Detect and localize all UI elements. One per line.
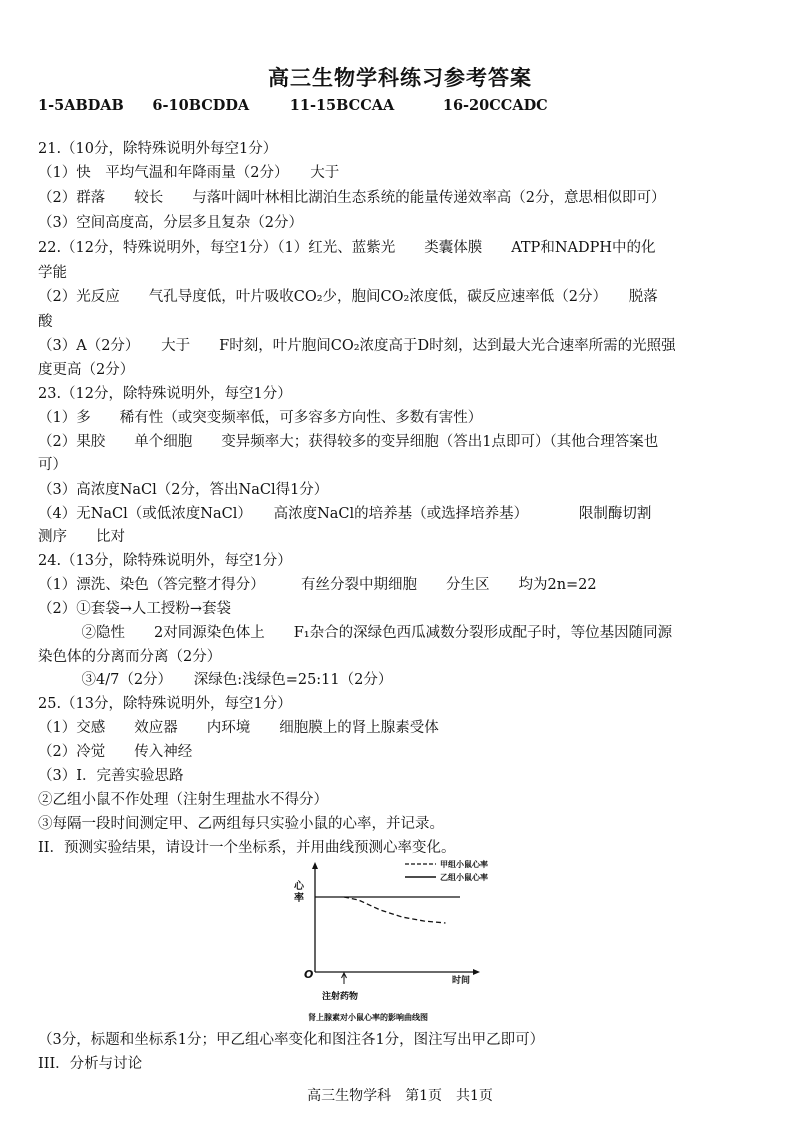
mc-answer-16-20: 16-20CCADC (442, 97, 548, 114)
q24-header: 24.（13分，除特殊说明外，每空1分） (38, 553, 292, 569)
x-axis-label: 时间 (452, 976, 471, 986)
q22-continuation: 学能 (38, 265, 67, 281)
q25-step-2: ②乙组小鼠不作处理（注射生理盐水不得分） (38, 792, 328, 808)
marker-label: 注射药物 (322, 992, 359, 1002)
heart-rate-chart (290, 852, 510, 1027)
q22-header: 22.（12分，特殊说明外，每空1分）（1）红光、蓝紫光 类囊体膜 ATP和NADPH中的化 (38, 240, 656, 256)
q21-header: 21.（10分，除特殊说明外每空1分） (38, 141, 278, 157)
q24-answer-2a: （2）①套袋→人工授粉→套袋 (38, 601, 232, 617)
q24-answer-2b: ②隐性 2对同源染色体上 F₁杂合的深绿色西瓜减数分裂形成配子时，等位基因随同源 (38, 625, 673, 641)
q25-answer-3-ii: II．预测实验结果，请设计一个坐标系，并用曲线预测心率变化。 (38, 840, 456, 856)
legend-label-yi: 乙组小鼠心率 (440, 873, 488, 882)
q25-answer-1: （1）交感 效应器 内环境 细胞膜上的肾上腺素受体 (38, 720, 439, 736)
q23-header: 23.（12分，除特殊说明外，每空1分） (38, 386, 292, 402)
q23-answer-2: （2）果胶 单个细胞 变异频率大；获得较多的变异细胞（答出1点即可）（其他合理答案也 (38, 434, 659, 450)
legend-label-jia: 甲组小鼠心率 (440, 860, 488, 869)
page-title: 高三生物学科练习参考答案 (268, 65, 532, 90)
q24-answer-1: （1）漂洗、染色（答完整才得分） 有丝分裂中期细胞 分生区 均为2n=22 (38, 577, 597, 593)
q22-answer-3: （3）A（2分） 大于 F时刻，叶片胞间CO₂浓度高于D时刻，达到最大光合速率所需的光照强 (38, 338, 676, 354)
origin-label: O (304, 968, 314, 981)
series-jia-line (344, 897, 446, 923)
q25-answer-2: （2）冷觉 传入神经 (38, 744, 193, 760)
chart-scoring-note: （3分，标题和坐标系1分；甲乙组心率变化和图注各1分，图注写出甲乙即可） (38, 1032, 545, 1048)
q24-answer-2c: ③4/7（2分） 深绿色:浅绿色=25:11（2分） (38, 672, 393, 688)
q23-answer-4-cont: 测序 比对 (38, 529, 125, 545)
q25-answer-3-iii: III．分析与讨论 (38, 1056, 143, 1072)
q22-answer-2-cont: 酸 (38, 314, 53, 330)
q22-answer-2: （2）光反应 气孔导度低，叶片吸收CO₂少，胞间CO₂浓度低，碳反应速率低（2分） 脱落 (38, 289, 658, 305)
chart-title: 肾上腺素对小鼠心率的影响曲线图 (308, 1013, 428, 1022)
mc-answer-6-10: 6-10BCDDA (152, 97, 250, 114)
mc-answer-1-5: 1-5ABDAB (38, 97, 124, 114)
page-footer: 高三生物学科 第1页 共1页 (307, 1088, 493, 1104)
q23-answer-3: （3）高浓度NaCl（2分，答出NaCl得1分） (38, 482, 329, 498)
q23-answer-4: （4）无NaCl（或低浓度NaCl） 高浓度NaCl的培养基（或选择培养基） 限制酶切割 (38, 506, 652, 522)
q23-answer-2-cont: 可） (38, 457, 67, 473)
mc-answer-11-15: 11-15BCCAA (289, 97, 395, 114)
q25-step-3: ③每隔一段时间测定甲、乙两组每只实验小鼠的心率，并记录。 (38, 816, 444, 832)
x-axis-arrow (473, 969, 480, 975)
multiple-choice-answers (38, 96, 548, 116)
q25-answer-3-i: （3）I．完善实验思路 (38, 768, 184, 784)
q22-answer-3-cont: 度更高（2分） (38, 362, 135, 378)
q25-header: 25.（13分，除特殊说明外，每空1分） (38, 696, 292, 712)
y-axis-arrow (312, 862, 318, 869)
heart-rate-chart-svg (290, 852, 510, 1027)
q21-answer-1: （1）快 平均气温和年降雨量（2分） 大于 (38, 165, 340, 181)
q21-answer-2: （2）群落 较长 与落叶阔叶林相比湖泊生态系统的能量传递效率高（2分，意思相似即可） (38, 190, 666, 206)
q21-answer-3: （3）空间高度高，分层多且复杂（2分） (38, 215, 303, 231)
q23-answer-1: （1）多 稀有性（或突变频率低，可多容多方向性、多数有害性） (38, 410, 483, 426)
y-axis-label: 心率 (291, 880, 303, 904)
q24-answer-2b-cont: 染色体的分离而分离（2分） (38, 649, 222, 665)
